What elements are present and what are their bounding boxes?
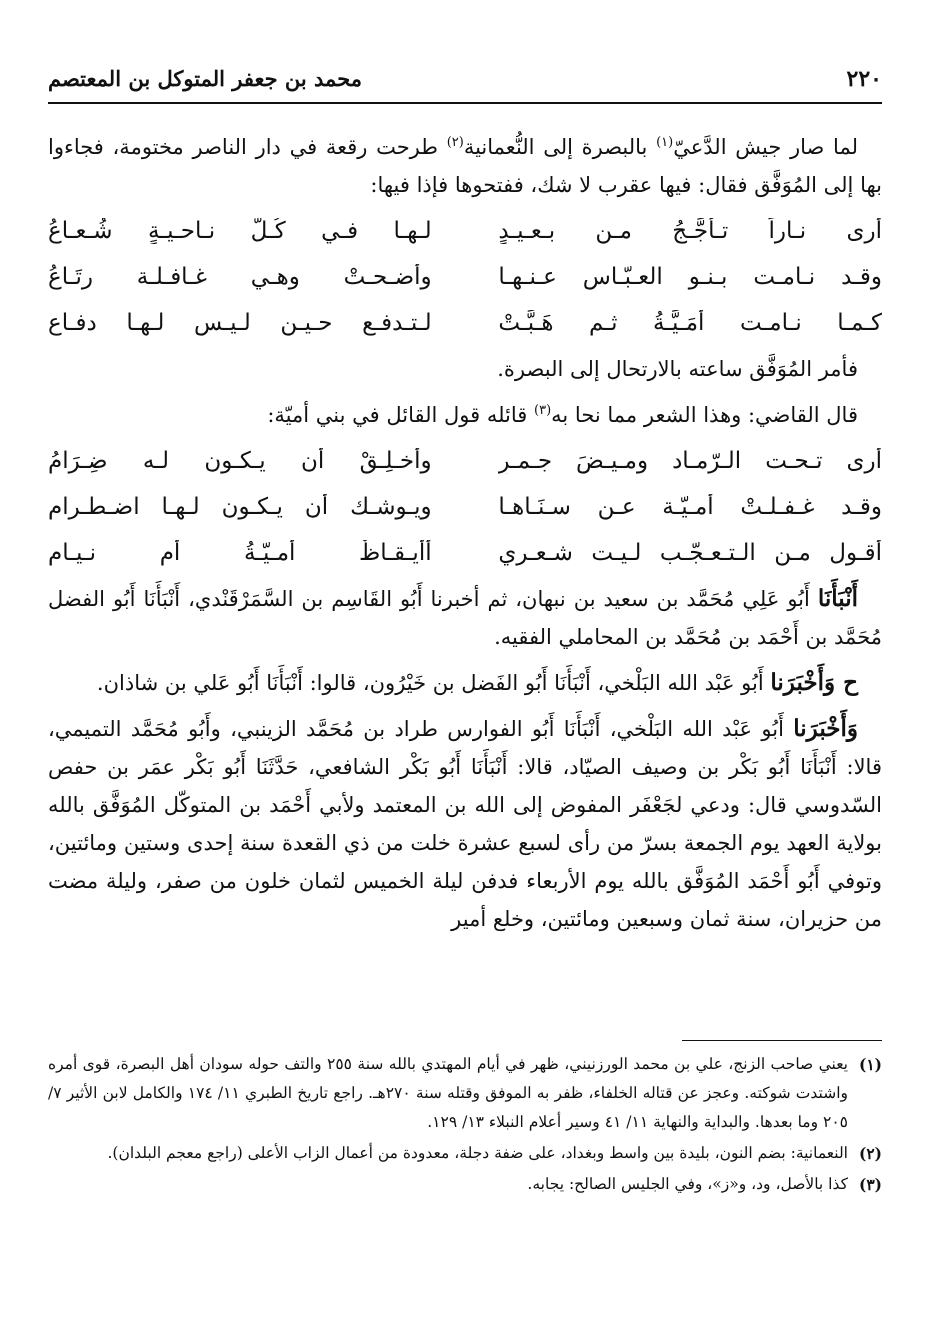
page-header [48,60,882,100]
footnote-number: (١) [858,1055,882,1074]
header-rule [48,102,882,104]
footnote-text: يعني صاحب الزنج، علي بن محمد الورزنيني، ظهر في أيام المهتدي بالله سنة ٢٥٥ والتف حوله سودان أهل البصرة، قوى أمره واشتدت شوكته. وعجز عن قتاله الخلفاء، ظفر به الموفق وقتله سنة ٢٧٠هـ. راجع تاريخ الطبري ١١/ ١٧٤ والكامل لابن الأثير ٧/ ٢٠٥ وما بعدها. والبداية والنهاية ١١/ ٤١ وسير أعلام النبلاء ١٣/ ١٢٩. [48,1055,848,1131]
verse-second-hemistich: وأخـلِـقْ أن يـكـون لـه ضِـرَامُ [48,448,432,474]
footnote-text: النعمانية: بضم النون، بليدة بين واسط وبغداد، على ضفة دجلة، معدودة من أعمال الزاب الأعلى (راجع معجم البلدان). [107,1144,848,1162]
isnad-keyword: وَأَخْبَرَنا [793,715,858,742]
isnad-keyword: ح وَأَخْبَرَنا [770,669,858,696]
verse-second-hemistich: لـتـدفـع حـيـن لـيـس لـهـا دفـاع [48,310,432,336]
verse-second-hemistich: وأضـحـتْ وهـي غـافـلـة رِتَـاعُ [48,264,432,290]
paragraph-isnad-2: ح وَأَخْبَرَنا أَبُو عَبْد الله البَلْخي، أَنْبَأَنَا أَبُو الفَضل بن خَيْرُون، قالوا: أَنْبَأَنَا أَبُو عَلي بن شاذان. [96,669,858,696]
footnote-ref-1[interactable]: (١) [656,135,674,150]
footnotes [48,1050,882,1201]
footnote-number: (٢) [858,1144,882,1163]
verse [48,208,882,254]
verse [48,300,882,346]
verse [48,530,882,576]
isnad-keyword: أَنْبَأَنَا [817,585,858,612]
footnote-rule [682,1040,882,1041]
footnote [48,1050,882,1137]
footnote-ref-3[interactable]: (٣) [534,403,552,418]
paragraph-intro: لما صار جيش الدَّعيّ$^{(١)}$ بالبصرة إلى النُّعمانية$^{(٢)}$ طرحت رقعة في دار الناصر مختومة، فجاءوا بها إلى المُوَفَّق فقال: فيها عقرب لا شك، ففتحوها فإذا فيها: [48,135,882,197]
verse [48,484,882,530]
verse [48,438,882,484]
verse-first-hemistich: وقـد غـفـلـتْ أمـيّـة عـن سـنَـاهـا [498,494,882,520]
page-number: ٢٢٠ [846,66,882,92]
poem-1 [48,208,882,346]
footnote [48,1170,882,1199]
verse-second-hemistich: ويـوشـك أن يـكـون لـهـا اضـطـرام [48,494,432,520]
footnote-ref-2[interactable]: (٢) [446,135,464,150]
verse-second-hemistich: لـهـا فـي كُـلّ نـاحـيـةٍ شُـعـاعُ [48,218,432,244]
paragraph-isnad-1: أَنْبَأَنَا أَبُو عَلِي مُحَمَّد بن سعيد بن نبهان، ثم أخبرنا أَبُو القَاسِم بن السَّمَرْقَنْدي، أَنْبَأَنَا أَبُو الفضل مُحَمَّد بن أَحْمَد بن مُحَمَّد بن المحاملي الفقيه. [48,585,882,649]
footnote-number: (٣) [858,1175,882,1194]
verse-first-hemistich: وقـد نـامـت بـنـو العـبّـاس عـنـهـا [498,264,882,290]
verse [48,254,882,300]
verse-first-hemistich: كـمـا نـامـت أُمَـيَّـةُ ثـم هَـبَّـتْ [498,310,882,336]
paragraph-qadi: قال القاضي: وهذا الشعر مما نحا به$^{(٣)}$ قائله قول القائل في بني أميّة: [267,403,858,427]
verse-second-hemistich: أأيـقـاظٌ أمـيّـةُ أم نـيـام [48,540,432,566]
main-text [48,128,882,938]
paragraph-order: فأمر المُوَفَّق ساعته بالارتحال إلى البصرة. [497,357,858,381]
running-title: محمد بن جعفر المتوكل بن المعتصم [48,66,362,91]
footnote-text: كذا بالأصل، ود، و«ز»، وفي الجليس الصالح: يجابه. [527,1175,848,1193]
paragraph-isnad-3: وَأَخْبَرَنا أَبُو عَبْد الله البَلْخي، أَنْبَأَنَا أَبُو الفوارس طراد بن مُحَمَّد الزينبي، وأَبُو مُحَمَّد التميمي، قالا: أَنْبَأَنَا أَبُو بَكْر بن وصيف الصيّاد، قالا: أَنْبَأَنَا أَبُو بَكْر الشافعي، حَدَّثَنَا أَبُو بَكْر عمَر بن حفص السّدوسي قال: ودعي لجَعْفَر المفوض إلى الله بن المعتمد ولأبي أَحْمَد بن المتوكّل المُوَفَّق بالله بولاية العهد يوم الجمعة بسرّ من رأى لسبع عشرة خلت من ذي القعدة سنة إحدى وستين ومائتين، وتوفي أَبُو أَحْمَد المُوَفَّق بالله يوم الأربعاء فدفن ليلة الخميس لثمان خلون من صفر، وليلة مضت من حزيران، سنة ثمان وسبعين ومائتين، وخلع أمير [48,715,882,931]
poem-2 [48,438,882,576]
verse-first-hemistich: أقـول مـن الـتـعـجّـب لـيـت شـعـري [498,540,882,566]
verse-first-hemistich: أرى نـاراً تـأجَّـجُ مـن بـعـيـدٍ [498,218,882,244]
verse-first-hemistich: أرى تـحـت الـرّمـاد ومـيـضَ جـمـرٍ [498,448,882,474]
footnote [48,1139,882,1168]
